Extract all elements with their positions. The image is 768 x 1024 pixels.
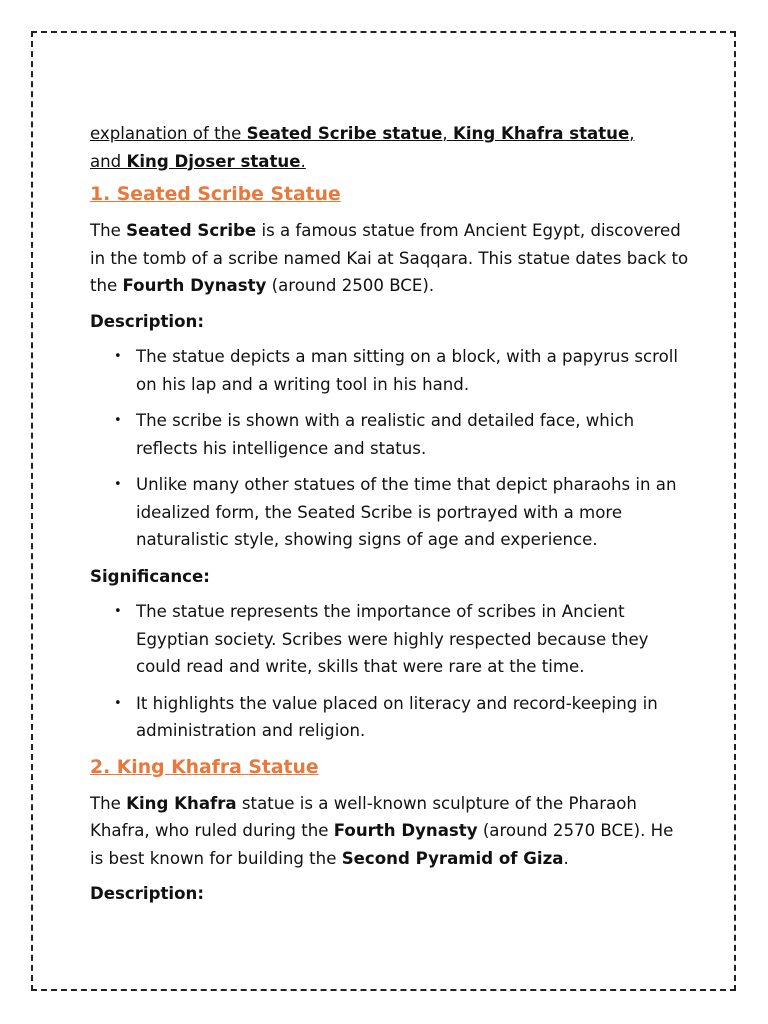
list-item: • Unlike many other statues of the time that depict pharaohs in an idealized form, the Seated Scribe is portrayed with a more naturalistic style, showing signs of age and experience. <box>136 471 690 554</box>
para-text: . <box>563 848 569 868</box>
intro-bold-khafra: King Khafra statue <box>452 124 630 143</box>
intro-text: and <box>90 151 127 171</box>
para-text: (around 2500 BCE). <box>266 276 435 295</box>
section-heading-seated-scribe: 1. Seated Scribe Statue <box>90 184 341 205</box>
para-text: is a famous statue from Ancient Egypt, discovered in the tomb of a scribe named Kai at Saqqara. This statue dates back to the <box>90 221 689 295</box>
document-body <box>90 120 690 916</box>
para-bold: Fourth Dynasty <box>122 276 267 295</box>
intro-text: explanation of the <box>90 124 247 143</box>
significance-label: Significance: <box>90 566 210 586</box>
list-item: • The statue depicts a man sitting on a block, with a papyrus scroll on his lap and a writing tool in his hand. <box>136 343 690 398</box>
description-list <box>90 343 690 554</box>
intro-text: , <box>442 124 453 143</box>
para-bold: King Khafra <box>126 793 237 813</box>
description-label: Description: <box>90 311 204 331</box>
para-text: The <box>90 221 127 240</box>
para-text: The <box>90 793 127 813</box>
intro-bold-scribe: Seated Scribe statue <box>246 124 443 143</box>
list-item: • It highlights the value placed on literacy and record-keeping in administration and religion. <box>136 690 690 745</box>
para-bold: Second Pyramid of Giza <box>341 848 564 868</box>
intro-bold-djoser: King Djoser statue <box>126 151 301 171</box>
intro-line <box>90 120 690 175</box>
para-bold: Seated Scribe <box>126 221 257 240</box>
section-heading-king-khafra: 2. King Khafra Statue <box>90 756 319 778</box>
significance-list <box>90 598 690 745</box>
list-item: • The statue represents the importance of scribes in Ancient Egyptian society. Scribes were highly respected because they could read and write, skills that were rare at the time. <box>136 598 690 681</box>
para-bold: Fourth Dynasty <box>333 821 478 840</box>
para-text: (around 2570 BCE). He is best known for building the <box>90 821 674 868</box>
section-paragraph <box>90 217 690 300</box>
intro-text: . <box>300 151 306 171</box>
description-label: Description: <box>90 884 204 903</box>
list-item: • The scribe is shown with a realistic and detailed face, which reflects his intelligence and status. <box>136 407 690 462</box>
para-text: statue is a well-known sculpture of the Pharaoh Khafra, who ruled during the <box>90 793 637 840</box>
intro-text: , <box>629 124 635 143</box>
section-paragraph <box>90 790 690 873</box>
